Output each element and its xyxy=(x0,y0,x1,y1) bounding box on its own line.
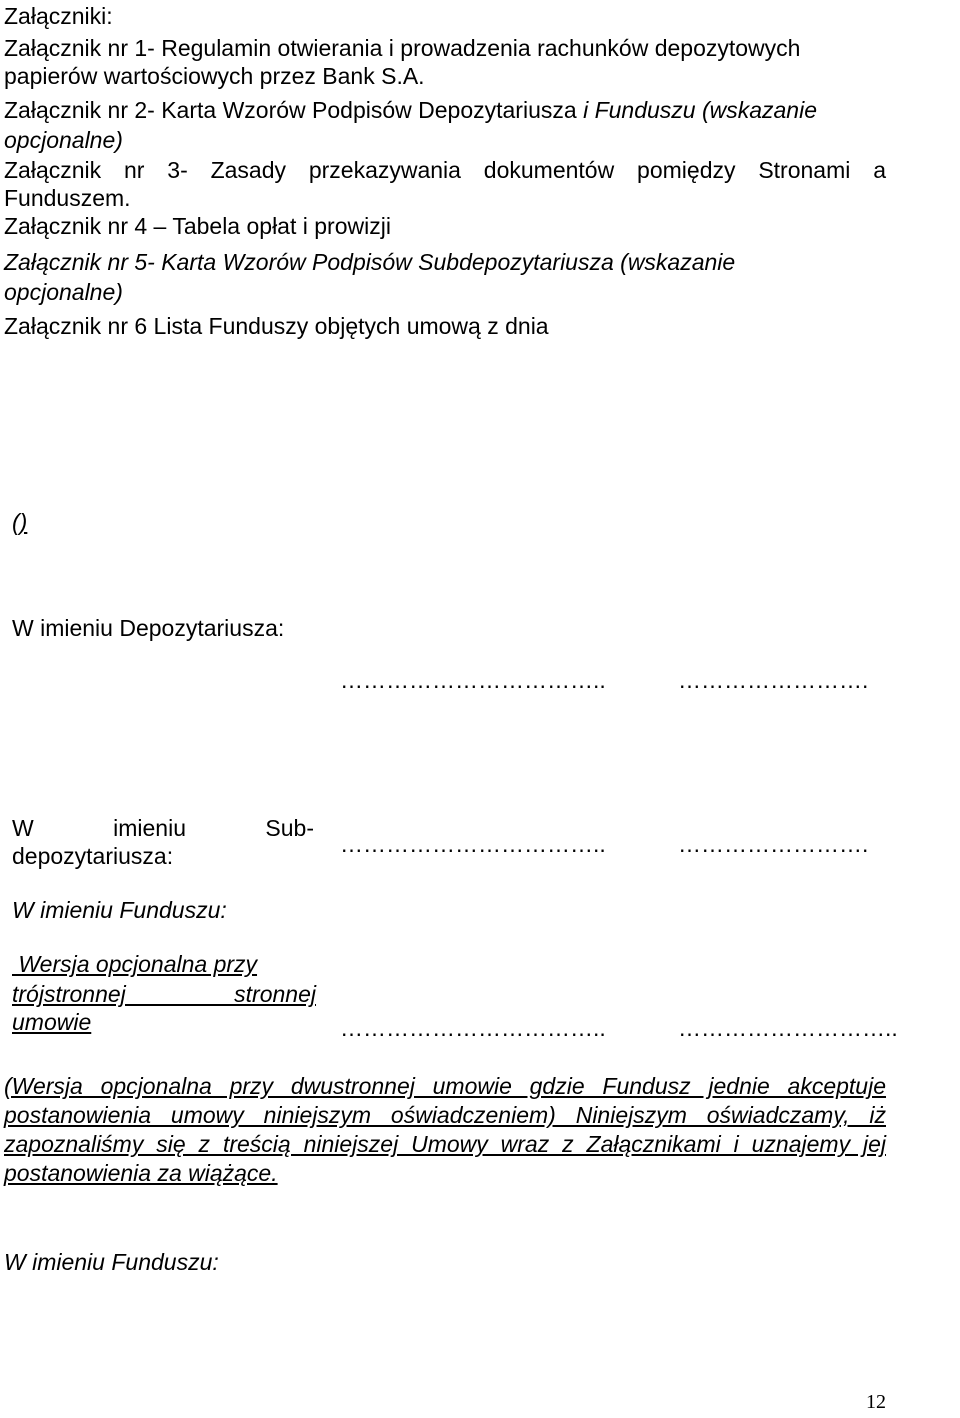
subdepositary-label-line-1: W imieniu Sub- xyxy=(12,815,314,841)
depositary-label: W imieniu Depozytariusza: xyxy=(12,615,285,641)
attachment-1-line-1: Załącznik nr 1- Regulamin otwierania i prowadzenia rachunków depozytowych xyxy=(4,35,801,61)
attachment-1-line-2: papierów wartościowych przez Bank S.A. xyxy=(4,63,425,89)
depositary-signature-line-1: …………………………….. xyxy=(340,667,606,693)
fund-label: W imieniu Funduszu: xyxy=(12,897,227,923)
attachment-3-line-2: Funduszem. xyxy=(4,185,131,211)
bilateral-note-line-3: zapoznaliśmy się z treścią niniejszej Umowy wraz z Załącznikami i uznajemy jej xyxy=(4,1131,886,1157)
depositary-signature-line-2: ……………………. xyxy=(678,667,869,693)
attachment-3-line-1: Załącznik nr 3- Zasady przekazywania dokumentów pomiędzy Stronami a xyxy=(4,157,886,183)
attachment-2-italic-text: i Funduszu (wskazanie xyxy=(583,97,818,123)
attachment-5-line-2: opcjonalne) xyxy=(4,279,123,305)
bilateral-note-line-1: (Wersja opcjonalna przy dwustronnej umowie gdzie Fundusz jednie akceptuje xyxy=(4,1073,886,1099)
attachments-heading: Załączniki: xyxy=(4,3,113,29)
fund-signature-line-2: ……………………….. xyxy=(678,1015,898,1041)
bilateral-note-line-2: postanowienia umowy niniejszym oświadczeniem) Niniejszym oświadczamy, iż xyxy=(4,1102,886,1128)
attachment-2-text: Załącznik nr 2- Karta Wzorów Podpisów Depozytariusza xyxy=(4,97,584,123)
fund-signature-line-1: …………………………….. xyxy=(340,1015,606,1041)
attachment-2-line-2: opcjonalne) xyxy=(4,127,123,153)
page-number: 12 xyxy=(866,1391,886,1413)
subdepositary-signature-line-1: …………………………….. xyxy=(340,831,606,857)
bilateral-fund-label: W imieniu Funduszu: xyxy=(4,1249,219,1275)
parens-placeholder: () xyxy=(12,509,28,535)
bilateral-note-line-4: postanowienia za wiążące. xyxy=(4,1160,278,1186)
attachment-4: Załącznik nr 4 – Tabela opłat i prowizji xyxy=(4,213,391,239)
attachment-2-line-1 xyxy=(4,94,817,126)
subdepositary-label-line-2: depozytariusza: xyxy=(12,843,174,869)
attachment-5-line-1: Załącznik nr 5- Karta Wzorów Podpisów Subdepozytariusza (wskazanie xyxy=(4,249,736,275)
trilateral-note-line-3: umowie xyxy=(12,1009,92,1035)
subdepositary-signature-line-2: ……………………. xyxy=(678,831,869,857)
trilateral-note-line-1: Wersja opcjonalna przy xyxy=(12,951,258,977)
attachment-6: Załącznik nr 6 Lista Funduszy objętych umową z dnia xyxy=(4,313,549,339)
trilateral-note-line-2: trójstronnej stronnej xyxy=(12,981,316,1007)
